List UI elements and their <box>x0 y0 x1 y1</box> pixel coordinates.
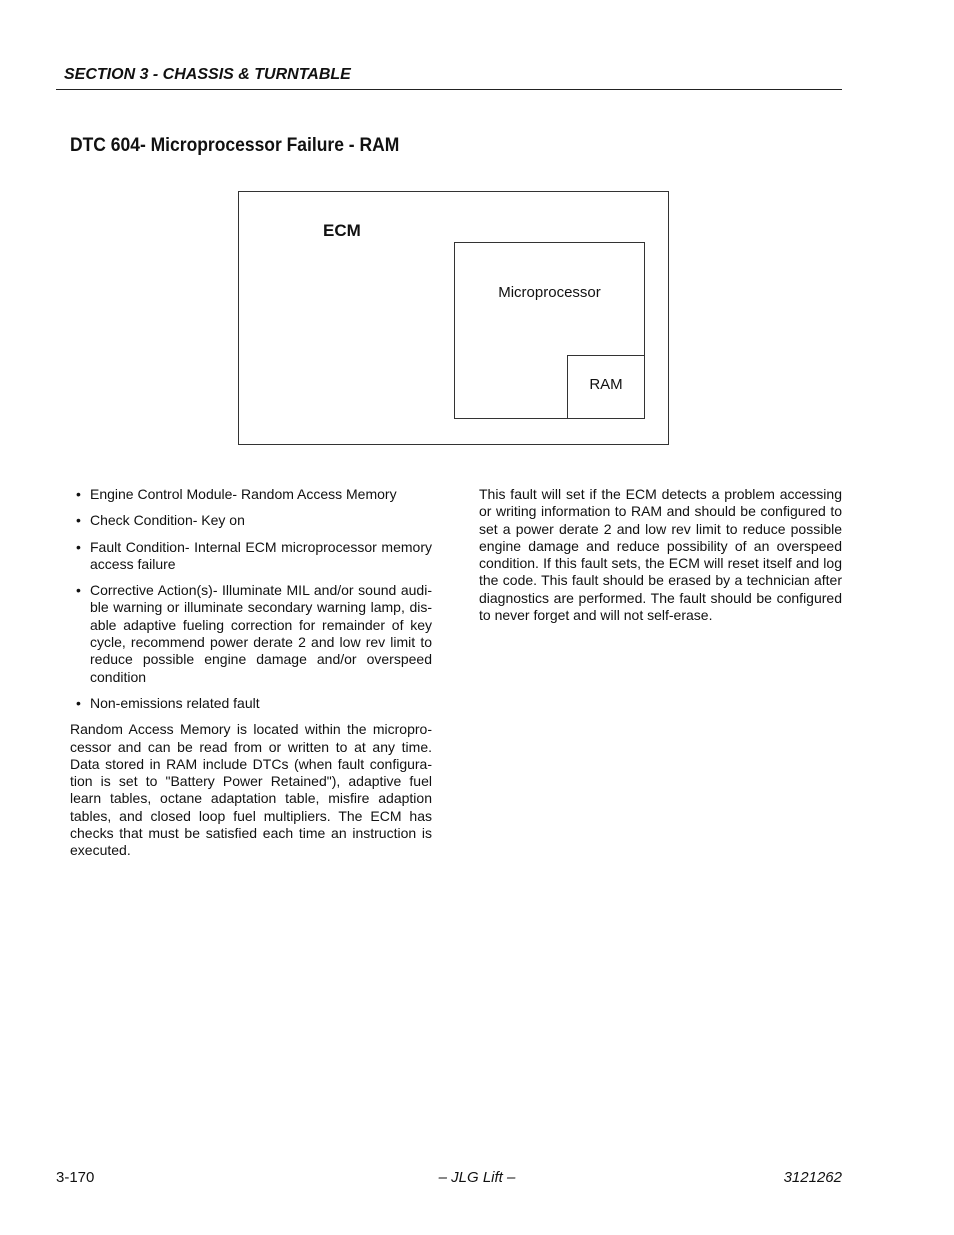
list-item: • Non-emissions related fault <box>76 694 260 711</box>
right-column <box>479 486 842 624</box>
header-rule <box>56 89 842 90</box>
list-item: • Corrective Action(s)- Illuminate MIL and/or sound audi-ble warning or illuminate secondary warning lamp, dis-able adaptive fueling correction for remainder of key cycle, recommend power derate 2 and low rev limit to reduce possible engine damage and/or overspeed condition <box>76 582 432 685</box>
document-number: 3121262 <box>783 1169 842 1186</box>
section-header: SECTION 3 - CHASSIS & TURNTABLE <box>64 66 351 83</box>
ecm-label: ECM <box>323 221 361 240</box>
bullet-icon: • <box>76 512 81 529</box>
bullet-icon: • <box>76 694 81 711</box>
microprocessor-box <box>454 242 645 419</box>
ecm-diagram <box>238 191 669 445</box>
footer-publisher: – JLG Lift – <box>438 1169 516 1186</box>
ram-label: RAM <box>589 376 623 393</box>
list-item: • Fault Condition- Internal ECM microprocessor memory access failure <box>76 538 432 572</box>
list-item: • Check Condition- Key on <box>76 512 245 529</box>
condition-list <box>70 486 432 712</box>
ram-description-paragraph: Random Access Memory is located within the micropro-cessor and can be read from or written to at any time. Data stored in RAM include DTCs (when fault configura-tion is set to "Battery Power Retained"), adaptive fuel learn tables, octane adaptation table, misfire adaption tables, and closed loop fuel multipliers. The ECM has checks that must be satisfied each time an instruction is executed. <box>70 721 432 859</box>
page-number: 3-170 <box>56 1169 95 1186</box>
list-item: • Engine Control Module- Random Access Memory <box>76 486 397 502</box>
bullet-icon: • <box>76 538 81 555</box>
left-column <box>70 486 432 860</box>
ram-box <box>567 355 645 419</box>
page-title: DTC 604- Microprocessor Failure - RAM <box>70 135 400 156</box>
bullet-icon: • <box>76 582 81 599</box>
fault-description-paragraph: This fault will set if the ECM detects a problem accessing or writing information to RAM and should be configured to set a power derate 2 and low rev limit to reduce possible engine damage and reduce possibility of an overspeed condition. If this fault sets, the ECM will reset itself and log the code. This fault should be erased by a technician after diagnostics are performed. The fault should be configured to never forget and will not self-erase. <box>479 486 842 624</box>
bullet-icon: • <box>76 486 81 502</box>
microprocessor-label: Microprocessor <box>498 284 601 301</box>
